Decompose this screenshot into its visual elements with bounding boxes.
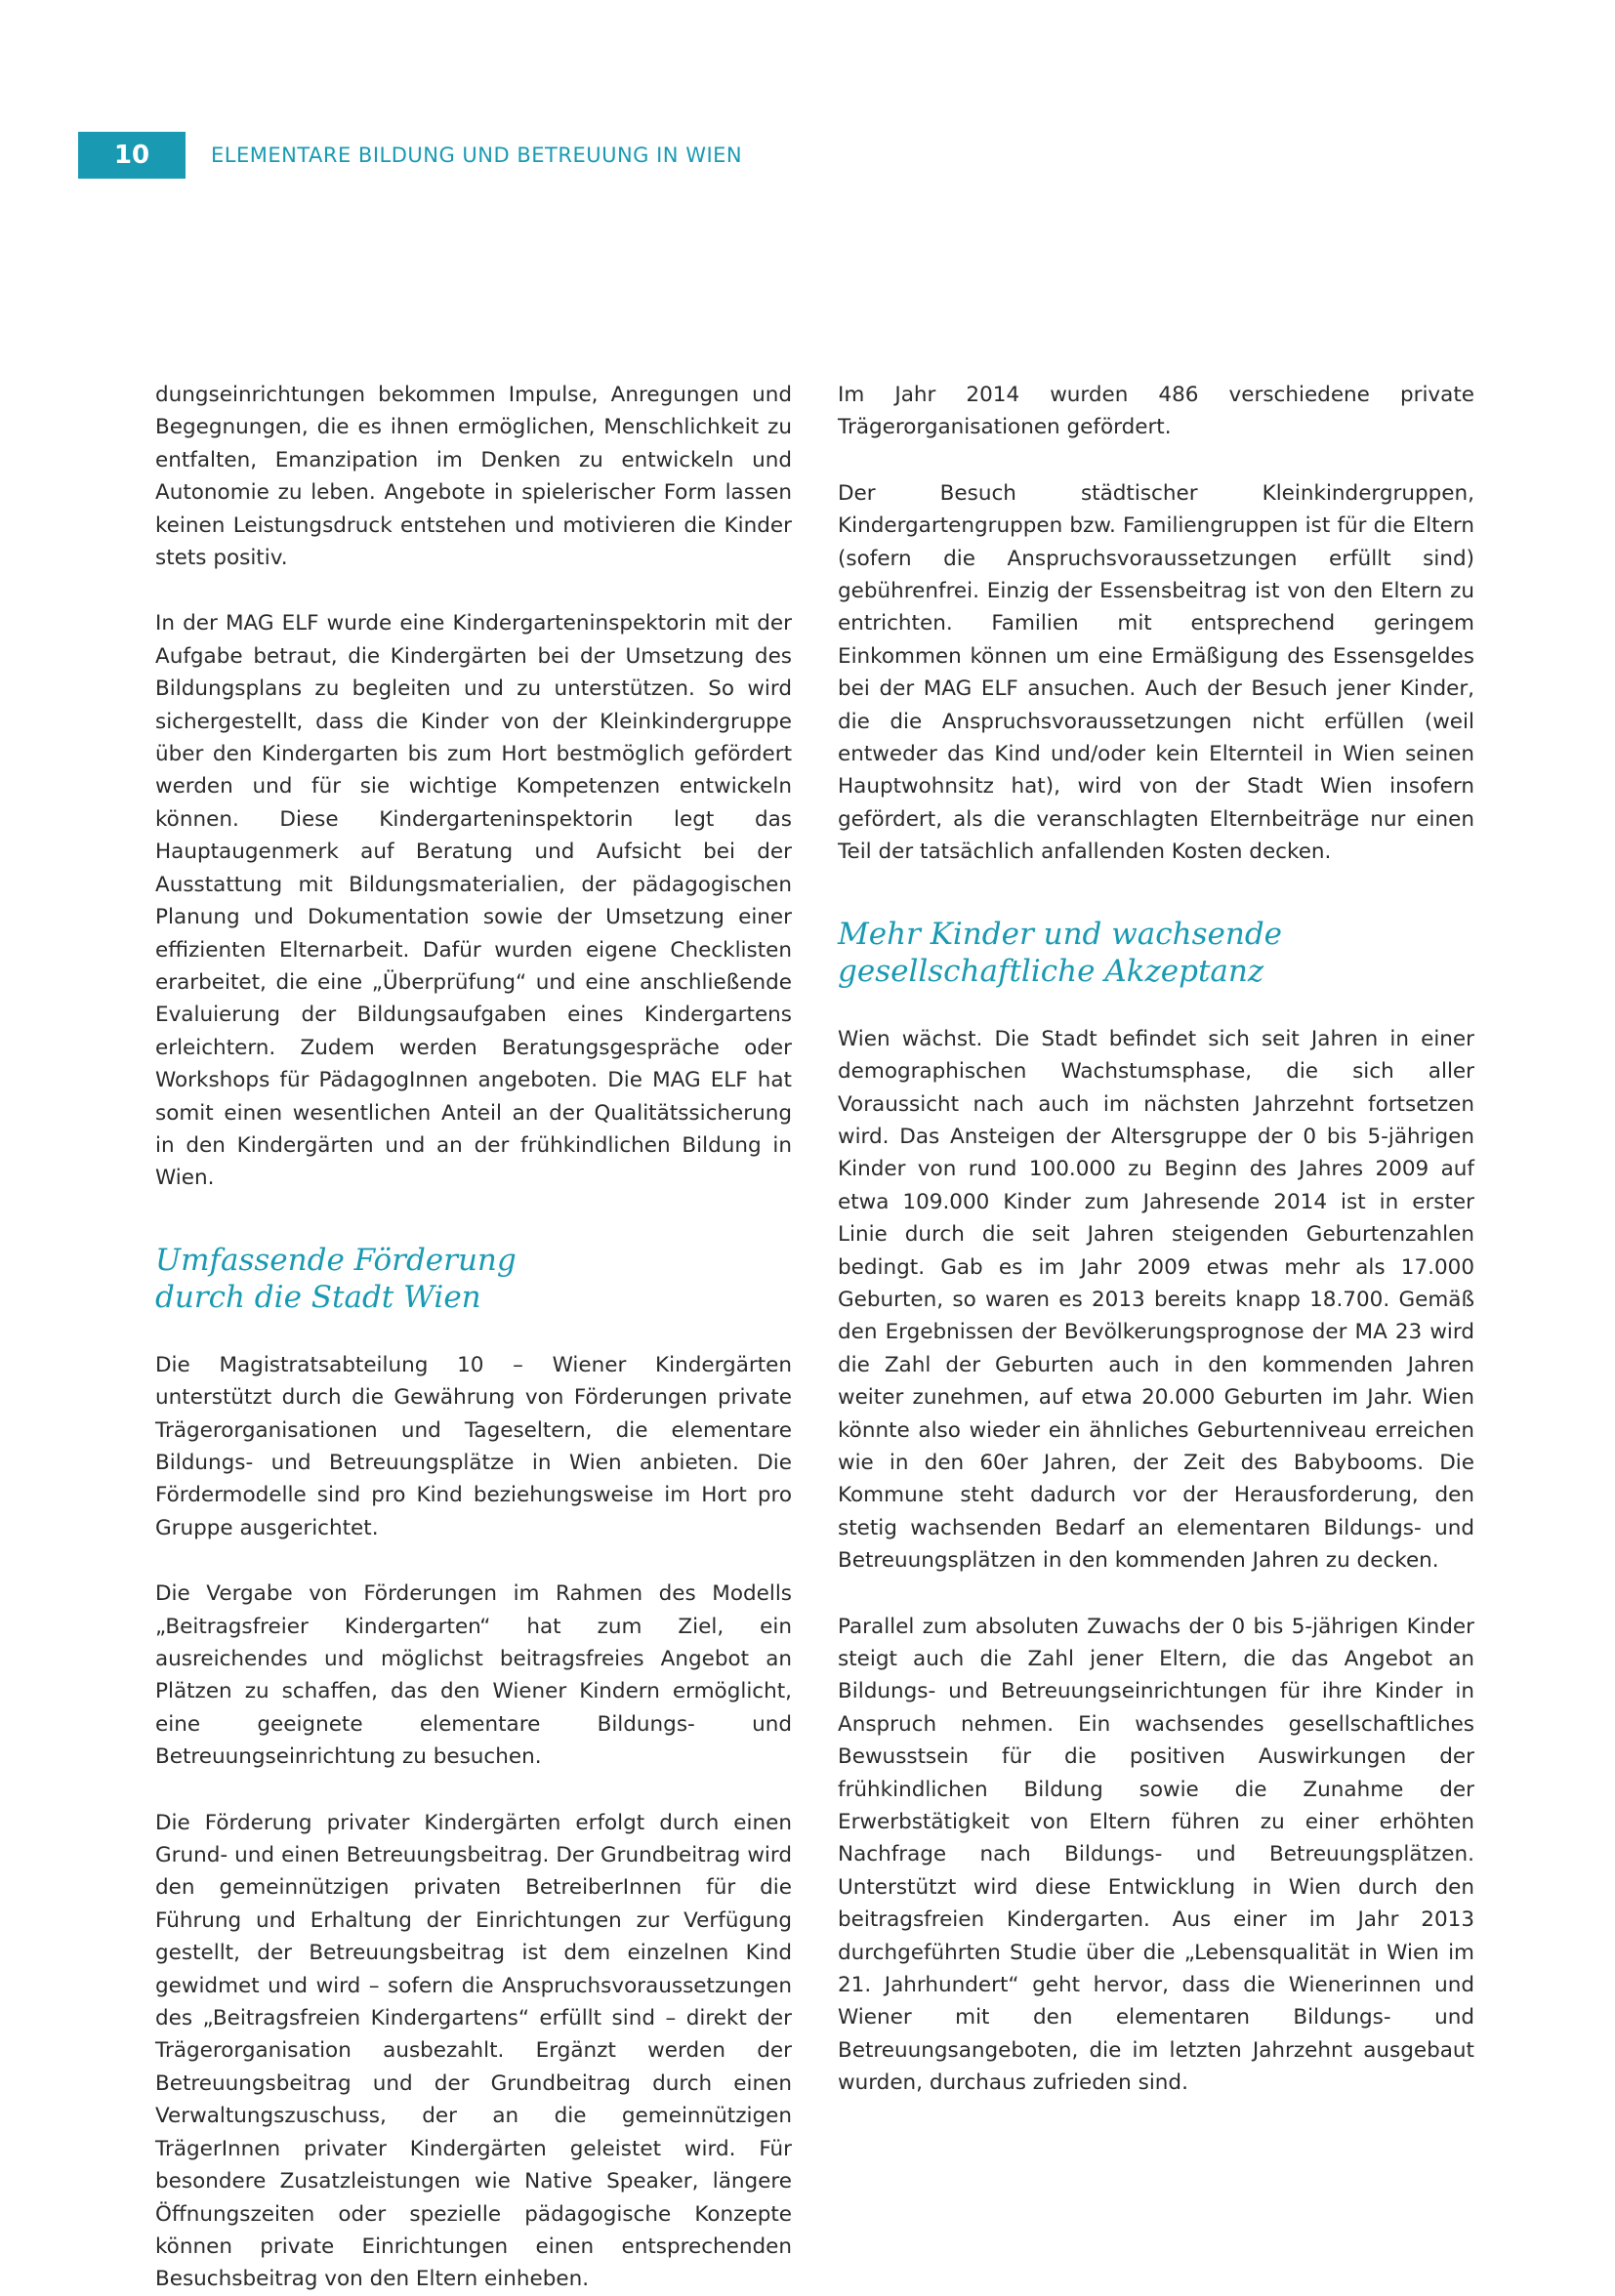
paragraph: Der Besuch städtischer Kleinkindergruppen, Kindergartengruppen bzw. Familiengruppen ist für die Eltern (sofern die Anspruchsvoraussetzungen erfüllt sind) gebührenfrei. Einzig der Essensbeitrag ist von den Eltern zu entrichten. Familien mit entsprechend geringem Einkommen können um eine Ermäßigung des Essensgeldes bei der MAG ELF ansuchen. Auch der Besuch jener Kinder, die die Anspruchsvoraussetzungen nicht erfüllen (weil entweder das Kind und/oder kein Elternteil in Wien seinen Hauptwohnsitz hat), wird von der Stadt Wien insofern gefördert, als die veranschlagten Elternbeiträge nur einen Teil der tatsächlich anfallenden Kosten decken. (838, 480, 1474, 865)
paragraph: Wien wächst. Die Stadt befindet sich seit Jahren in einer demographischen Wachstumsphase, die sich aller Voraussicht nach auch im nächsten Jahrzehnt fortsetzen wird. Das Ansteigen der Altersgruppe der 0 bis 5-jährigen Kinder von rund 100.000 zu Beginn des Jahres 2009 auf etwa 109.000 Kinder zum Jahresende 2014 ist in erster Linie durch die seit Jahren steigenden Geburtenzahlen bedingt. Gab es im Jahr 2009 etwas mehr als 17.000 Geburten, so waren es 2013 bereits knapp 18.700. Gemäß den Ergebnissen der Bevölkerungsprognose der MA 23 wird die Zahl der Geburten auch in den kommenden Jahren weiter zunehmen, auf etwa 20.000 Geburten im Jahr. Wien könnte also wieder ein ähnliches Geburtenniveau erreichen wie in den 60er Jahren, der Zeit des Babybooms. Die Kommune steht dadurch vor der Herausforderung, den stetig wachsenden Bedarf an elementaren Bildungs- und Betreuungsplätzen in den kommenden Jahren zu decken. (838, 1026, 1474, 1574)
heading-line: Mehr Kinder und wachsende (838, 916, 1283, 952)
heading-line: gesellschaftliche Akzeptanz (838, 953, 1264, 989)
heading-line: Umfassende Förderung (155, 1242, 517, 1278)
right-column (838, 379, 1474, 2100)
paragraph: Die Magistratsabteilung 10 – Wiener Kindergärten unterstützt durch die Gewährung von Förderungen private Trägerorganisationen und Tageseltern, die elementare Bildungs- und Betreuungsplätze in Wien anbieten. Die Fördermodelle sind pro Kind beziehungsweise im Hort pro Gruppe ausgerichtet. (155, 1352, 792, 1540)
paragraph: Die Förderung privater Kindergärten erfolgt durch einen Grund- und einen Betreuungsbeitrag. Der Grundbeitrag wird den gemeinnützigen privaten BetreiberInnen für die Führung und Erhaltung der Einrichtungen zur Verfügung gestellt, der Betreuungsbeitrag ist dem einzelnen Kind gewidmet und wird – sofern die Anspruchsvoraussetzungen des „Beitragsfreien Kindergartens“ erfüllt sind – direkt der Trägerorganisation ausbezahlt. Ergänzt werden der Betreuungsbeitrag und der Grundbeitrag durch einen Verwaltungszuschuss, der an die gemeinnützigen TrägerInnen privater Kindergärten geleistet wird. Für besondere Zusatzleistungen wie Native Speaker, längere Öffnungszeiten oder spezielle pädagogische Konzepte können private Einrichtungen einen entsprechenden Besuchsbeitrag von den Eltern einheben. (155, 1810, 792, 2292)
page-number: 10 (78, 132, 186, 179)
paragraph: In der MAG ELF wurde eine Kindergarteninspektorin mit der Aufgabe betraut, die Kindergärten bei der Umsetzung des Bildungsplans zu begleiten und zu unterstützen. So wird sichergestellt, dass die Kinder von der Kleinkindergruppe über den Kindergarten bis zum Hort bestmöglich gefördert werden und für sie wichtige Kompetenzen entwickeln können. Diese Kindergarteninspektorin legt das Hauptaugenmerk auf Beratung und Aufsicht bei der Ausstattung mit Bildungsmaterialien, der pädagogischen Planung und Dokumentation sowie der Umsetzung einer effizienten Elternarbeit. Dafür wurden eigene Checklisten erarbeitet, die eine „Überprüfung“ und eine anschließende Evaluierung der Bildungsaufgaben eines Kindergartens erleichtern. Zudem werden Beratungsgespräche oder Workshops für PädagogInnen angeboten. Die MAG ELF hat somit einen wesentlichen Anteil an der Qualitätssicherung in den Kindergärten und an der frühkindlichen Bildung in Wien. (155, 611, 792, 1191)
left-column (155, 379, 792, 2296)
paragraph: Die Vergabe von Förderungen im Rahmen des Modells „Beitragsfreier Kindergarten“ hat zum Ziel, ein ausreichendes und möglichst beitragsfreies Angebot an Plätzen zu schaffen, das den Wiener Kindern ermöglicht, eine geeignete elementare Bildungs- und Betreuungseinrichtung zu besuchen. (155, 1581, 792, 1770)
paragraph: dungseinrichtungen bekommen Impulse, Anregungen und Begegnungen, die es ihnen ermöglichen, Menschlichkeit zu entfalten, Emanzipation im Denken zu entwickeln und Autonomie zu leben. Angebote in spielerischer Form lassen keinen Leistungsdruck entstehen und motivieren die Kinder stets positiv. (155, 383, 792, 571)
heading-line: durch die Stadt Wien (155, 1279, 481, 1315)
section-heading-akzeptanz (838, 916, 1474, 990)
paragraph: Im Jahr 2014 wurden 486 verschiedene private Trägerorganisationen gefördert. (838, 383, 1474, 440)
paragraph: Parallel zum absoluten Zuwachs der 0 bis 5-jährigen Kinder steigt auch die Zahl jener Eltern, die das Angebot an Bildungs- und Betreuungseinrichtungen für ihre Kinder in Anspruch nehmen. Ein wachsendes gesellschaftliches Bewusstsein für die positiven Auswirkungen der frühkindlichen Bildung sowie die Zunahme der Erwerbstätigkeit von Eltern führen zu einer erhöhten Nachfrage nach Bildungs- und Betreuungsplätzen. Unterstützt wird diese Entwicklung in Wien durch den beitragsfreien Kindergarten. Aus einer im Jahr 2013 durchgeführten Studie über die „Lebensqualität in Wien im 21. Jahrhundert“ geht hervor, dass die Wienerinnen und Wiener mit den elementaren Bildungs- und Betreuungsangeboten, die im letzten Jahrzehnt ausgebaut wurden, durchaus zufrieden sind. (838, 1614, 1474, 2096)
running-title: ELEMENTARE BILDUNG UND BETREUUNG IN WIEN (211, 144, 743, 167)
section-heading-foerderung (155, 1242, 792, 1316)
